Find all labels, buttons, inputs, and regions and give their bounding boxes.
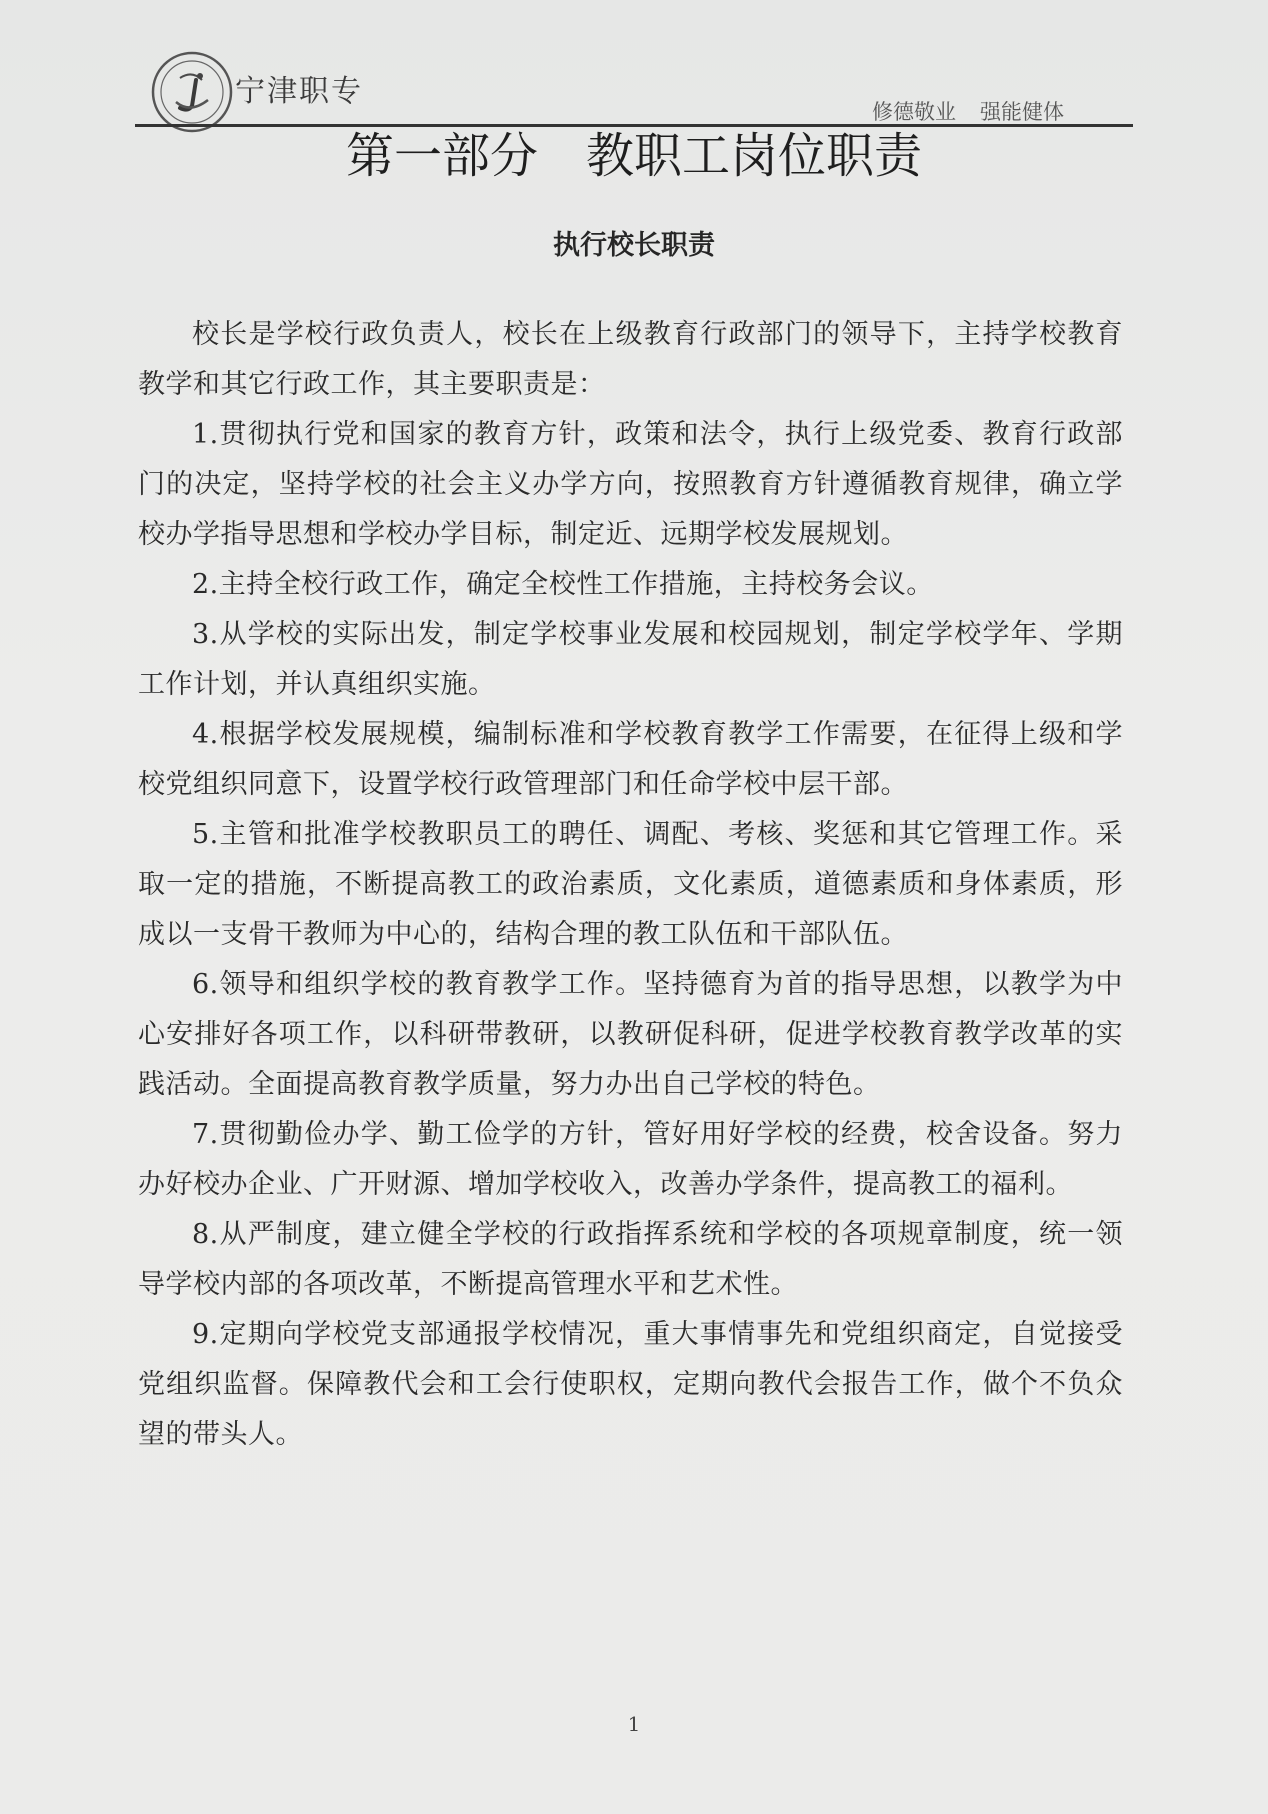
motto-right: 强能健体 — [980, 100, 1064, 124]
school-emblem-icon — [150, 50, 234, 134]
part-title: 第一部分 教职工岗位职责 — [345, 128, 922, 184]
document-body — [138, 310, 1123, 1460]
paragraph-item-3: 3.从学校的实际出发，制定学校事业发展和校园规划，制定学校学年、学期工作计划，并认真组织实施。 — [138, 619, 1123, 700]
school-motto — [872, 96, 1064, 126]
paragraph-item-5: 5.主管和批准学校教职员工的聘任、调配、考核、奖惩和其它管理工作。采取一定的措施，不断提高教工的政治素质，文化素质，道德素质和身体素质，形成以一支骨干教师为中心的，结构合理的教工队伍和干部队伍。 — [138, 819, 1123, 950]
page-number: 1 — [627, 1712, 641, 1736]
section-title: 执行校长职责 — [553, 230, 715, 261]
paragraph-item-4: 4.根据学校发展规模，编制标准和学校教育教学工作需要，在征得上级和学校党组织同意下，设置学校行政管理部门和任命学校中层干部。 — [138, 719, 1123, 800]
motto-left: 修德敬业 — [872, 100, 956, 124]
school-name: 宁津职专 — [235, 74, 363, 109]
paragraph-item-2: 2.主持全校行政工作，确定全校性工作措施，主持校务会议。 — [192, 569, 934, 600]
paragraph-item-6: 6.领导和组织学校的教育教学工作。坚持德育为首的指导思想，以教学为中心安排好各项工作，以科研带教研，以教研促科研，促进学校教育教学改革的实践活动。全面提高教育教学质量，努力办出自己学校的特色。 — [138, 969, 1123, 1100]
paragraph-item-8: 8.从严制度，建立健全学校的行政指挥系统和学校的各项规章制度，统一领导学校内部的各项改革，不断提高管理水平和艺术性。 — [138, 1219, 1123, 1300]
paragraph-intro: 校长是学校行政负责人，校长在上级教育行政部门的领导下，主持学校教育教学和其它行政工作，其主要职责是： — [138, 319, 1123, 400]
paragraph-item-1: 1.贯彻执行党和国家的教育方针，政策和法令，执行上级党委、教育行政部门的决定，坚持学校的社会主义办学方向，按照教育方针遵循教育规律，确立学校办学指导思想和学校办学目标，制定近、远期学校发展规划。 — [138, 419, 1123, 550]
paragraph-item-9: 9.定期向学校党支部通报学校情况，重大事情事先和党组织商定，自觉接受党组织监督。保障教代会和工会行使职权，定期向教代会报告工作，做个不负众望的带头人。 — [138, 1319, 1123, 1450]
paragraph-item-7: 7.贯彻勤俭办学、勤工俭学的方针，管好用好学校的经费，校舍设备。努力办好校办企业、广开财源、增加学校收入，改善办学条件，提高教工的福利。 — [138, 1119, 1123, 1200]
